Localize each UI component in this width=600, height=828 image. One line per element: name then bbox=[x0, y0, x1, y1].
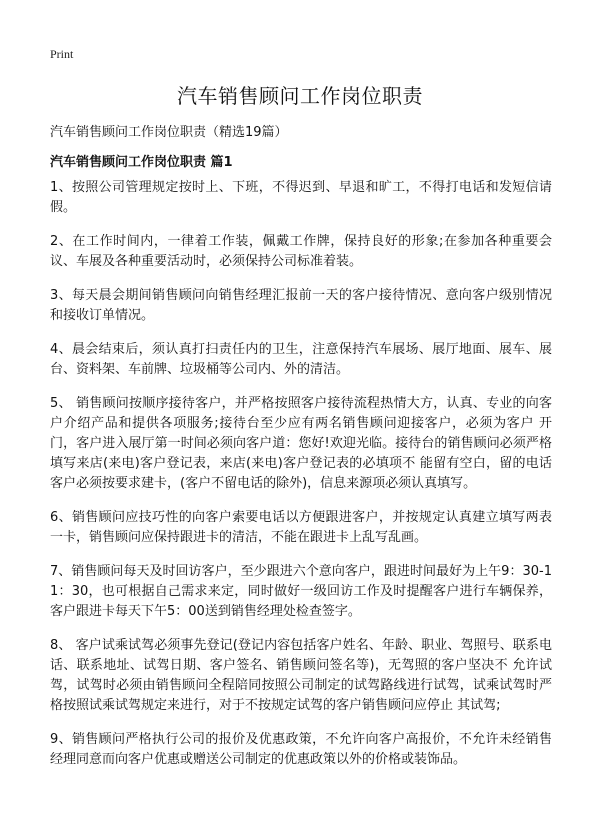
paragraph-6: 6、销售顾问应技巧性的向客户索要电话以方便跟进客户，并按规定认真建立填写两表一卡，销售顾问应保持跟进卡的清洁，不能在跟进卡上乱写乱画。 bbox=[50, 510, 552, 545]
paragraph-8: 8、 客户试乘试驾必须事先登记(登记内容包括客户姓名、年龄、职业、驾照号、联系电话、联系地址、试驾日期、客户签名、销售顾问签名等)，无驾照的客户坚决不 允许试驾，试驾时必须由销售顾问全程陪同按照公司制定的试驾路线进行试驾，试乘试驾时严格按照试乘试驾规定来进行，对于不按规定试驾的客户销售顾问应停止 其试驾; bbox=[50, 638, 552, 713]
document-subtitle: 汽车销售顾问工作岗位职责（精选19篇） bbox=[50, 125, 288, 140]
paragraph-5: 5、 销售顾问按顺序接待客户，并严格按照客户接待流程热情大方，认真、专业的向客户介绍产品和提供各项服务;接待台至少应有两名销售顾问迎接客户，必须为客户 开门，客户进入展厅第一时间必须向客户道：您好!欢迎光临。接待台的销售顾问必须严格填写来店(来电)客户登记表，来店(来电)客户登记表的必填项不 能留有空白，留的电话客户必须按要求建卡，(客户不留电话的除外)，信息来源项必须认真填写。 bbox=[50, 396, 552, 491]
paragraph-2: 2、在工作时间内，一律着工作装，佩戴工作牌，保持良好的形象;在参加各种重要会议、车展及各种重要活动时，必须保持公司标准着装。 bbox=[50, 234, 552, 269]
paragraph-1: 1、按照公司管理规定按时上、下班，不得迟到、早退和旷工，不得打电话和发短信请假。 bbox=[50, 180, 552, 215]
paragraph-7: 7、销售顾问每天及时回访客户，至少跟进六个意向客户，跟进时间最好为上午9：30-11：30，也可根据自己需求来定，同时做好一级回访工作及时提醒客户进行车辆保养，客户跟进卡每天下午5：00送到销售经理处检查签字。 bbox=[50, 564, 552, 619]
paragraph-9: 9、销售顾问严格执行公司的报价及优惠政策，不允许向客户高报价，不允许未经销售经理同意而向客户优惠或赠送公司制定的优惠政策以外的价格或装饰品。 bbox=[50, 732, 552, 767]
document-title: 汽车销售顾问工作岗位职责 bbox=[177, 84, 423, 108]
paragraph-4: 4、晨会结束后，须认真打扫责任内的卫生，注意保持汽车展场、展厅地面、展车、展台、资料架、车前牌、垃圾桶等公司内、外的清洁。 bbox=[50, 342, 552, 377]
section-heading: 汽车销售顾问工作岗位职责 篇1 bbox=[50, 155, 233, 170]
print-label: Print bbox=[50, 47, 74, 61]
paragraph-3: 3、每天晨会期间销售顾问向销售经理汇报前一天的客户接待情况、意向客户级别情况和接收订单情况。 bbox=[50, 288, 552, 323]
document-body bbox=[50, 178, 552, 784]
